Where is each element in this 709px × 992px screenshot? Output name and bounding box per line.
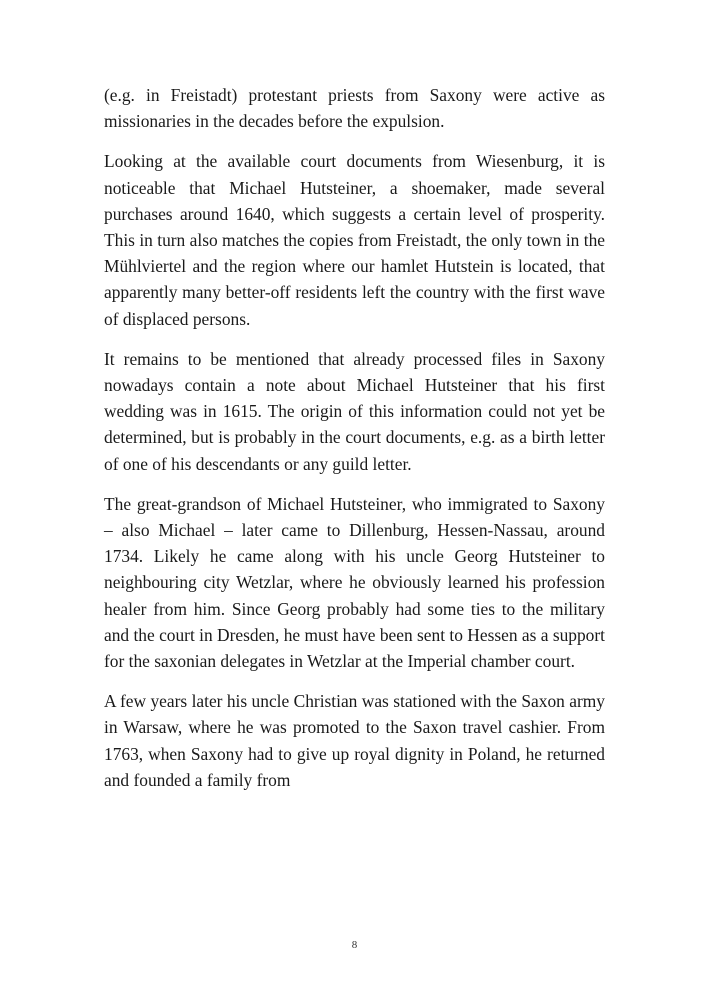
paragraph-3: It remains to be mentioned that already processed files in Saxony nowadays contain a note about Michael Hutsteiner that his first wedding was in 1615. The origin of this information could not yet be determined, but is probably in the court documents, e.g. as a birth letter of one of his descendants or any guild letter. (104, 348, 605, 474)
paragraph-4: The great-grandson of Michael Hutsteiner, who immigrated to Saxony – also Michael – later came to Dillenburg, Hessen-Nassau, around 1734. Likely he came along with his uncle Georg Hutsteiner to neighbouring city Wetzlar, where he obviously learned his profession healer from him. Since Georg probably had some ties to the military and the court in Dresden, he must have been sent to Hessen as a support for the saxonian delegates in Wetzlar at the Imperial chamber court. (104, 493, 605, 672)
page-number: 8 (351, 939, 358, 951)
body-text (104, 82, 605, 807)
paragraph-1: (e.g. in Freistadt) protestant priests from Saxony were active as missionaries in the decades before the expulsion. (104, 85, 605, 132)
paragraph-5: A few years later his uncle Christian was stationed with the Saxon army in Warsaw, where he was promoted to the Saxon travel cashier. From 1763, when Saxony had to give up royal dignity in Poland, he returned and founded a family from (104, 691, 605, 790)
paragraph-2: Looking at the available court documents from Wiesenburg, it is noticeable that Michael Hutsteiner, a shoemaker, made several purchases around 1640, which suggests a certain level of prosperity. This in turn also matches the copies from Freistadt, the only town in the Mühlviertel and the region where our hamlet Hutstein is located, that apparently many better-off residents left the country with the first wave of displaced persons. (104, 151, 605, 329)
